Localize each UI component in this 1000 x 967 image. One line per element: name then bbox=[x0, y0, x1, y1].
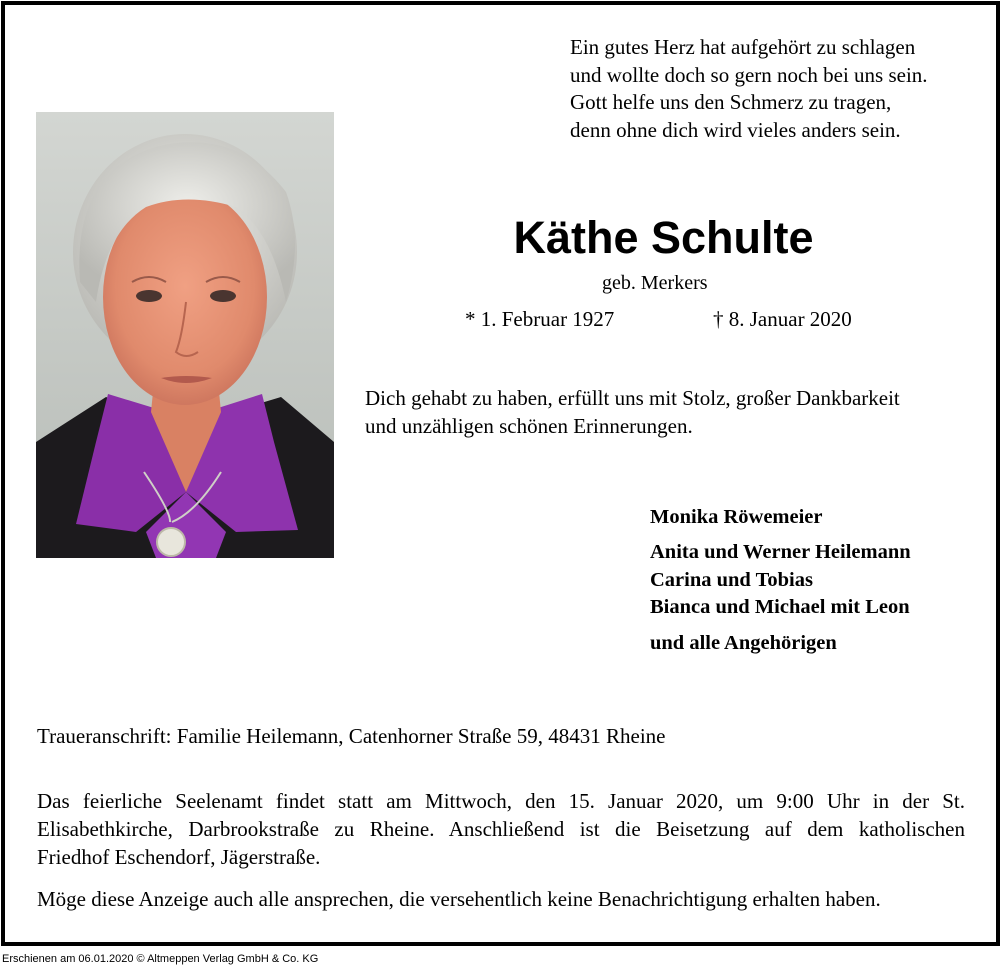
gratitude-line: Dich gehabt zu haben, erfüllt uns mit Stolz, großer Dankbarkeit bbox=[365, 386, 900, 410]
mourning-address: Traueranschrift: Familie Heilemann, Catenhorner Straße 59, 48431 Rheine bbox=[37, 724, 666, 748]
notification-notice: Möge diese Anzeige auch alle ansprechen, die versehentlich keine Benachrichtigung erhalten haben. bbox=[37, 887, 881, 911]
birth-date: * 1. Februar 1927 bbox=[465, 307, 615, 331]
service-line: Elisabethkirche, Darbrookstraße zu Rheine. Anschließend ist die Beisetzung auf dem katholischen bbox=[37, 817, 965, 841]
poem bbox=[570, 34, 928, 144]
mourner-name: Monika Röwemeier bbox=[650, 506, 823, 528]
service-announcement bbox=[37, 787, 965, 871]
poem-line: Gott helfe uns den Schmerz zu tragen, bbox=[570, 90, 892, 114]
service-line: Friedhof Eschendorf, Jägerstraße. bbox=[37, 845, 321, 869]
mourner-name: Bianca und Michael mit Leon bbox=[650, 596, 910, 618]
gratitude-line: und unzähligen schönen Erinnerungen. bbox=[365, 414, 693, 438]
service-line: Das feierliche Seelenamt findet statt am Mittwoch, den 15. Januar 2020, um 9:00 Uhr in der St. bbox=[37, 789, 965, 813]
poem-line: und wollte doch so gern noch bei uns sein. bbox=[570, 62, 928, 87]
deceased-name-text: Käthe Schulte bbox=[513, 212, 814, 263]
death-date: † 8. Januar 2020 bbox=[713, 307, 852, 331]
gratitude-text bbox=[365, 384, 900, 440]
poem-line: denn ohne dich wird vieles anders sein. bbox=[570, 117, 901, 142]
deceased-name bbox=[0, 210, 1000, 266]
poem-line: Ein gutes Herz hat aufgehört zu schlagen bbox=[570, 35, 916, 59]
publication-footer: Erschienen am 06.01.2020 © Altmeppen Verlag GmbH & Co. KG bbox=[2, 953, 319, 965]
mourner-name: und alle Angehörigen bbox=[650, 632, 837, 654]
mourner-name: Anita und Werner Heilemann bbox=[650, 541, 911, 563]
portrait-photo bbox=[36, 112, 334, 558]
maiden-name: geb. Merkers bbox=[602, 272, 708, 294]
mourner-name: Carina und Tobias bbox=[650, 569, 813, 591]
